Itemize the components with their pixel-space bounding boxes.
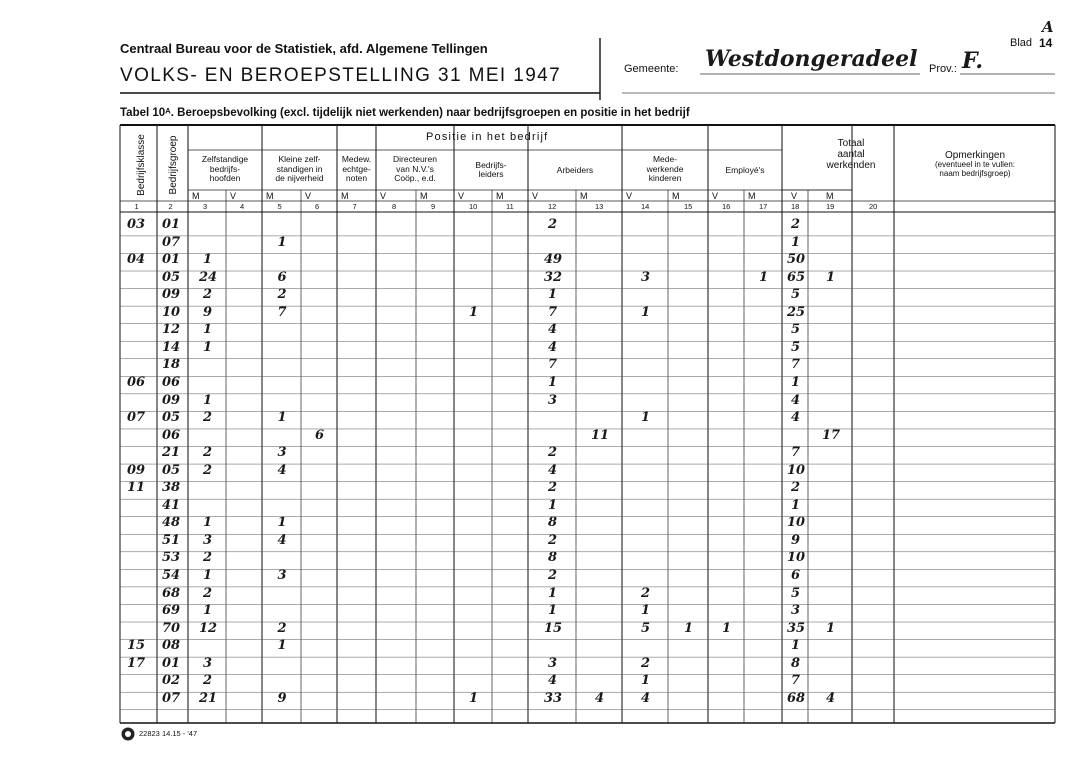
cell-value: 1 [791, 638, 801, 654]
cell-value: 2 [203, 550, 213, 566]
column-number: 8 [392, 202, 397, 211]
group-header-line: leiders [478, 168, 504, 179]
mv-label: V [626, 191, 633, 201]
grid-lines [120, 38, 1055, 723]
cell-value: 7 [548, 357, 558, 373]
bedrijfsklasse-value: 06 [127, 374, 146, 390]
group-header-line: Bedrijfs- [475, 159, 507, 170]
mv-label: M [826, 191, 834, 201]
bedrijfsgroep-value: 38 [162, 480, 181, 496]
bedrijfsgroep-value: 05 [162, 410, 181, 426]
cell-value: 3 [548, 392, 558, 408]
bedrijfsgroep-value: 70 [162, 620, 181, 636]
cell-value: 4 [548, 462, 558, 478]
group-header-line: hoofden [209, 172, 241, 183]
cell-value: 1 [548, 374, 558, 390]
cell-value: 2 [203, 673, 213, 689]
cell-value: 9 [203, 304, 213, 320]
group-header-line: Kleine zelf- [278, 154, 321, 165]
cell-value: 4 [548, 339, 558, 355]
bedrijfsgroep-value: 01 [162, 217, 181, 232]
group-header-line: Arbeiders [556, 164, 594, 175]
cell-value: 1 [203, 568, 213, 583]
cell-value: 21 [199, 690, 218, 706]
cell-value: 25 [787, 304, 806, 320]
cell-value: 1 [791, 497, 801, 513]
column-number: 6 [315, 202, 320, 211]
bureau-name: Centraal Bureau voor de Statistiek, afd. Algemene Tellingen [120, 41, 488, 56]
mv-label: V [380, 191, 387, 201]
bedrijfsgroep-value: 07 [162, 690, 181, 706]
group-header-line: werkende [646, 163, 684, 174]
blad-number: 14 [1039, 36, 1053, 50]
cell-value: 5 [791, 322, 801, 338]
bedrijfsgroep-value: 05 [162, 269, 181, 285]
group-header-line: Medew. [341, 154, 372, 165]
cell-value: 4 [826, 690, 836, 706]
bedrijfsgroep-value: 12 [162, 322, 181, 338]
cell-value: 32 [544, 269, 563, 285]
opmerkingen-line: naam bedrijfsgroep) [939, 168, 1011, 178]
cell-value: 5 [791, 287, 801, 303]
bedrijfsklasse-value: 04 [127, 252, 146, 268]
cell-value: 2 [548, 445, 558, 461]
group-header-line: van N.V.'s [396, 163, 434, 174]
bedrijfsgroep-column-header: Bedrijfsgroep [168, 135, 179, 195]
mv-label: V [791, 191, 798, 201]
cell-value: 3 [203, 655, 213, 671]
cell-value: 1 [203, 252, 213, 268]
bedrijfsgroep-value: 06 [162, 374, 181, 390]
bedrijfsgroep-value: 09 [162, 392, 181, 408]
column-number: 5 [277, 202, 282, 211]
blad-suffix: A [1042, 18, 1054, 36]
group-header-line: Mede- [652, 154, 678, 165]
group-header-6 [528, 166, 622, 175]
bedrijfsklasse-value: 17 [127, 655, 146, 671]
cell-value: 9 [791, 532, 801, 548]
mv-label: M [341, 191, 349, 201]
column-number: 20 [869, 202, 878, 211]
group-header-4 [376, 155, 454, 183]
totaal-line: Totaal [837, 138, 865, 149]
bedrijfsgroep-value: 18 [162, 357, 181, 373]
mv-label: V [305, 191, 312, 201]
group-header-line: echtge- [342, 163, 371, 174]
cell-value: 6 [791, 568, 801, 583]
group-header-line: Coöp., e.d. [394, 172, 436, 183]
column-number: 2 [168, 202, 173, 211]
cell-value: 9 [277, 690, 287, 706]
cell-value: 6 [277, 269, 287, 285]
column-number: 16 [722, 202, 731, 211]
group-header-line: bedrijfs- [209, 163, 241, 174]
cell-value: 2 [203, 410, 213, 426]
positie-header: Positie in het bedrijf [426, 131, 549, 143]
cell-value: 10 [787, 462, 806, 478]
group-header-8 [708, 166, 782, 175]
cell-value: 2 [203, 462, 213, 478]
bedrijfsklasse-value: 11 [127, 480, 146, 496]
cell-value: 8 [548, 515, 558, 531]
cell-value: 2 [203, 585, 213, 601]
cell-value: 1 [277, 410, 287, 426]
cell-value: 7 [791, 357, 801, 373]
mv-label: M [748, 191, 756, 201]
bedrijfsgroep-value: 01 [162, 252, 181, 268]
cell-value: 4 [641, 690, 651, 706]
cell-value: 65 [787, 269, 806, 285]
cell-value: 3 [548, 655, 558, 671]
bedrijfsgroep-value: 05 [162, 462, 181, 478]
cell-value: 4 [277, 532, 287, 548]
table-caption: Tabel 10ᴬ. Beroepsbevolking (excl. tijdelijk niet werkenden) naar bedrijfsgroepen en positie in het bedrijf [120, 107, 690, 119]
cell-value: 1 [759, 269, 769, 285]
cell-value: 1 [641, 673, 651, 689]
cell-value: 3 [277, 445, 287, 461]
print-code: 22823 14.15 - '47 [139, 729, 198, 738]
cell-value: 3 [277, 568, 287, 583]
mv-label: M [496, 191, 504, 201]
totaal-line: werkenden [826, 160, 876, 171]
cell-value: 7 [277, 304, 287, 320]
printer-seal-icon [121, 727, 135, 741]
bedrijfsgroep-value: 10 [162, 304, 181, 320]
cell-value: 1 [469, 304, 479, 320]
cell-value: 49 [544, 252, 563, 268]
cell-value: 1 [203, 322, 213, 338]
bedrijfsgroep-value: 69 [162, 603, 181, 619]
bedrijfsgroep-value: 53 [162, 550, 181, 566]
cell-value: 2 [277, 620, 287, 636]
cell-value: 12 [199, 620, 218, 636]
cell-value: 2 [548, 480, 558, 496]
cell-value: 7 [548, 304, 558, 320]
gemeente-value: Westdongeradeel [705, 46, 918, 72]
cell-value: 2 [641, 585, 651, 601]
cell-value: 4 [791, 410, 801, 426]
group-header-2 [262, 155, 337, 183]
cell-value: 11 [591, 427, 610, 443]
cell-value: 1 [826, 269, 836, 285]
cell-value: 1 [548, 497, 558, 513]
opmerkingen-line: (eventueel in te vullen: [934, 160, 1016, 169]
mv-label: M [420, 191, 428, 201]
cell-value: 2 [791, 217, 801, 232]
column-number: 19 [826, 202, 835, 211]
cell-value: 1 [641, 603, 651, 619]
group-header-line: noten [345, 172, 368, 183]
cell-value: 1 [548, 603, 558, 619]
cell-value: 8 [548, 550, 558, 566]
cell-value: 35 [787, 620, 806, 636]
opmerkingen-header [896, 150, 1054, 179]
cell-value: 3 [641, 269, 651, 285]
cell-value: 4 [548, 322, 558, 338]
cell-value: 1 [791, 374, 801, 390]
cell-value: 5 [641, 620, 651, 636]
bedrijfsklasse-column-header: Bedrijfsklasse [136, 134, 147, 196]
mv-label: M [580, 191, 588, 201]
opmerkingen-line: Opmerkingen [944, 150, 1006, 161]
bedrijfsgroep-value: 48 [162, 515, 181, 531]
mv-label: M [266, 191, 274, 201]
mv-label: V [532, 191, 539, 201]
group-header-line: de nijverheid [275, 172, 324, 183]
cell-value: 5 [791, 585, 801, 601]
cell-value: 4 [548, 673, 558, 689]
cell-value: 2 [277, 287, 287, 303]
cell-value: 1 [203, 339, 213, 355]
bedrijfsgroep-value: 02 [162, 673, 181, 689]
mv-label: M [672, 191, 680, 201]
cell-value: 2 [548, 532, 558, 548]
cell-value: 68 [787, 690, 806, 706]
group-header-5 [454, 161, 528, 180]
group-header-line: Zelfstandige [201, 154, 249, 165]
cell-value: 10 [787, 550, 806, 566]
column-number: 10 [469, 202, 478, 211]
column-number: 4 [240, 202, 245, 211]
cell-value: 1 [203, 515, 213, 531]
cell-value: 2 [641, 655, 651, 671]
cell-value: 2 [791, 480, 801, 496]
gemeente-label: Gemeente: [624, 63, 679, 75]
bedrijfsklasse-value: 09 [127, 462, 146, 478]
cell-value: 4 [791, 392, 801, 408]
bedrijfsklasse-value: 15 [127, 638, 146, 654]
cell-value: 3 [791, 603, 801, 619]
bedrijfsgroep-value: 06 [162, 427, 181, 443]
column-number: 14 [641, 202, 650, 211]
column-number: 13 [595, 202, 604, 211]
bedrijfsgroep-value: 01 [162, 655, 181, 671]
column-number: 15 [684, 202, 693, 211]
census-title: VOLKS- EN BEROEPSTELLING 31 MEI 1947 [120, 65, 562, 86]
group-header-line: Employé's [725, 164, 765, 175]
cell-value: 5 [791, 339, 801, 355]
cell-value: 17 [822, 427, 841, 443]
mv-label: V [458, 191, 465, 201]
cell-value: 7 [791, 445, 801, 461]
column-number: 7 [352, 202, 357, 211]
cell-value: 1 [791, 234, 801, 250]
cell-value: 4 [277, 462, 287, 478]
mv-label: V [230, 191, 237, 201]
totaal-header [808, 138, 894, 171]
cell-value: 15 [544, 620, 563, 636]
group-header-line: kinderen [648, 172, 682, 183]
cell-value: 50 [787, 252, 806, 268]
group-header-7 [622, 155, 708, 183]
cell-value: 1 [548, 585, 558, 601]
column-number: 9 [431, 202, 436, 211]
bedrijfsgroep-value: 21 [162, 445, 181, 461]
cell-value: 1 [684, 620, 694, 636]
cell-value: 1 [641, 410, 651, 426]
column-number: 18 [791, 202, 800, 211]
column-number: 12 [548, 202, 557, 211]
cell-value: 1 [469, 690, 479, 706]
cell-value: 1 [826, 620, 836, 636]
column-number: 11 [506, 202, 514, 211]
cell-value: 1 [722, 620, 732, 636]
bedrijfsgroep-value: 09 [162, 287, 181, 303]
cell-value: 33 [544, 690, 563, 706]
group-header-1 [188, 155, 262, 183]
cell-value: 1 [548, 287, 558, 303]
bedrijfsgroep-value: 07 [162, 234, 181, 250]
mv-label: M [192, 191, 200, 201]
cell-value: 7 [791, 673, 801, 689]
bedrijfsgroep-value: 14 [162, 339, 181, 355]
cell-value: 8 [791, 655, 801, 671]
bedrijfsklasse-value: 07 [127, 410, 146, 426]
totaal-line: aantal [837, 149, 865, 160]
cell-value: 10 [787, 515, 806, 531]
cell-value: 2 [548, 568, 558, 583]
blad-label: Blad [1010, 37, 1033, 49]
cell-value: 1 [203, 392, 213, 408]
cell-value: 1 [203, 603, 213, 619]
cell-value: 2 [548, 217, 558, 232]
cell-value: 3 [203, 532, 213, 548]
bedrijfsgroep-value: 08 [162, 638, 181, 654]
column-number: 1 [134, 202, 139, 211]
bedrijfsgroep-value: 41 [162, 497, 181, 513]
column-number: 3 [203, 202, 208, 211]
group-header-3 [337, 155, 376, 183]
cell-value: 1 [277, 234, 287, 250]
cell-value: 1 [277, 515, 287, 531]
mv-label: V [712, 191, 719, 201]
cell-value: 4 [595, 690, 605, 706]
bedrijfsgroep-value: 51 [162, 532, 181, 548]
cell-value: 1 [277, 638, 287, 654]
bedrijfsgroep-value: 68 [162, 585, 181, 601]
bedrijfsgroep-value: 54 [162, 568, 181, 583]
prov-value: F. [962, 48, 984, 74]
cell-value: 1 [641, 304, 651, 320]
cell-value: 24 [199, 269, 218, 285]
cell-value: 2 [203, 287, 213, 303]
cell-value: 2 [203, 445, 213, 461]
column-number: 17 [759, 202, 768, 211]
group-header-line: standigen in [276, 163, 323, 174]
cell-value: 6 [315, 427, 325, 443]
bedrijfsklasse-value: 03 [127, 217, 146, 232]
group-header-line: Directeuren [393, 154, 437, 165]
prov-label: Prov.: [929, 63, 957, 75]
